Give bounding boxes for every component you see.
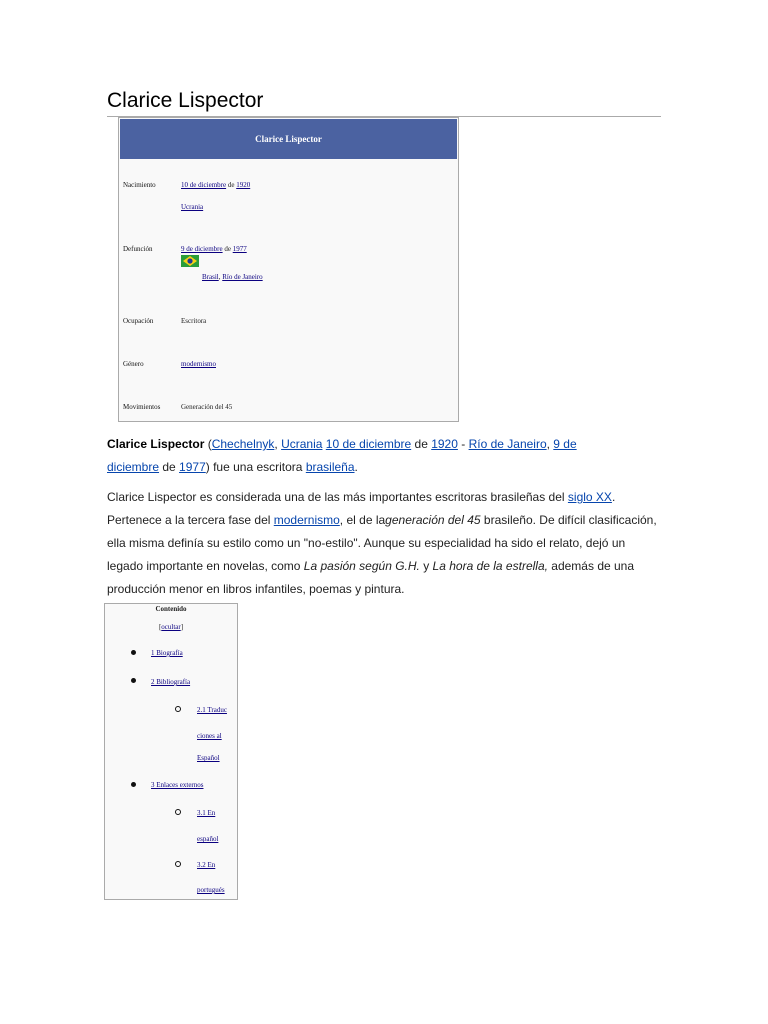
text: ,	[546, 437, 554, 451]
birth-place	[181, 203, 203, 211]
toc-hide-link[interactable]: ocultar	[161, 623, 181, 631]
toc-item-enlaces[interactable]: 3 Enlaces externos	[151, 781, 204, 789]
table-of-contents	[104, 603, 238, 900]
death-city-link[interactable]: Río de Janeiro	[222, 273, 263, 281]
toc-item-espanol-cont[interactable]: español	[197, 835, 219, 843]
text: [	[158, 623, 162, 631]
generacion-text: generación del 45	[385, 513, 481, 527]
death-date-link-cont[interactable]: diciembre	[107, 460, 160, 474]
text: de	[411, 437, 432, 451]
brazil-flag-icon	[181, 255, 199, 267]
brasilena-link[interactable]: brasileña	[305, 460, 355, 474]
toc-item-biografia[interactable]: 1 Biografía	[151, 649, 183, 657]
book-title: La pasión según G.H.	[303, 559, 420, 573]
death-country-link[interactable]: Brasil	[202, 273, 219, 281]
text: Pertenece a la tercera fase del	[107, 513, 274, 527]
lead-name: Clarice Lispector	[107, 437, 205, 451]
genre-label: Género	[123, 360, 144, 368]
toc-toggle	[105, 623, 237, 631]
death-year-link[interactable]: 1977	[232, 245, 247, 253]
death-date-link[interactable]: 9 de diciembre	[181, 245, 223, 253]
birth-de: de	[227, 181, 235, 189]
text: , el de la	[339, 513, 386, 527]
occupation-value: Escritora	[181, 317, 207, 325]
birth-year-link[interactable]: 1920	[236, 181, 251, 189]
text: legado importante en novelas, como	[107, 559, 304, 573]
death-year-link[interactable]: 1977	[179, 460, 206, 474]
siglo-xx-link[interactable]: siglo XX	[567, 490, 612, 504]
circle-bullet-icon	[175, 861, 181, 867]
toc-item-bibliografia[interactable]: 2 Bibliografía	[151, 678, 191, 686]
text: y	[419, 559, 433, 573]
death-label: Defunción	[123, 245, 153, 253]
movements-value: Generación del 45	[181, 403, 233, 411]
infobox	[118, 117, 459, 422]
text: (	[204, 437, 212, 451]
infobox-header: Clarice Lispector	[120, 119, 457, 159]
toc-item-traducciones[interactable]: 2.1 Traduc	[197, 706, 227, 714]
text: además de una	[547, 559, 635, 573]
text: ) fue una escritora	[205, 460, 306, 474]
toc-title: Contenido	[155, 605, 187, 613]
occupation-label: Ocupación	[123, 317, 154, 325]
flag-diamond	[183, 256, 197, 266]
birth-value	[181, 181, 250, 189]
text: brasileño. De difícil clasificación,	[480, 513, 657, 527]
movements-label: Movimientos	[123, 403, 161, 411]
toc-item-portugues[interactable]: 3.2 En	[197, 861, 216, 869]
birth-year-link[interactable]: 1920	[431, 437, 458, 451]
text: de	[159, 460, 180, 474]
birth-date-link[interactable]: 10 de diciembre	[325, 437, 412, 451]
birth-label: Nacimiento	[123, 181, 156, 189]
bullet-icon	[131, 782, 136, 787]
chechelnyk-link[interactable]: Chechelnyk	[211, 437, 275, 451]
death-de: de	[224, 245, 231, 253]
text: producción menor en libros infantiles, poemas y pintura.	[107, 582, 405, 596]
circle-bullet-icon	[175, 706, 181, 712]
text: .	[611, 490, 616, 504]
birth-date-link[interactable]: 10 de diciembre	[181, 181, 227, 189]
circle-bullet-icon	[175, 809, 181, 815]
text: ]	[180, 623, 184, 631]
bullet-icon	[131, 650, 136, 655]
genre-link[interactable]: modernismo	[181, 360, 216, 368]
bullet-icon	[131, 678, 136, 683]
text: Clarice Lispector es considerada una de las más importantes escritoras brasileñas del	[107, 490, 568, 504]
death-date-link[interactable]: 9 de	[553, 437, 577, 451]
death-value	[181, 245, 247, 253]
toc-item-portugues-cont[interactable]: portugués	[197, 886, 225, 894]
text: ,	[274, 437, 282, 451]
rio-link[interactable]: Río de Janeiro	[468, 437, 547, 451]
toc-item-espanol[interactable]: 3.1 En	[197, 809, 216, 817]
modernismo-link[interactable]: modernismo	[273, 513, 340, 527]
text: -	[457, 437, 469, 451]
birth-place-link[interactable]: Ucrania	[181, 203, 204, 211]
ucrania-link[interactable]: Ucrania	[281, 437, 323, 451]
toc-item-traducciones-cont2[interactable]: Español	[197, 754, 220, 762]
page-title: Clarice Lispector	[107, 86, 661, 117]
toc-item-traducciones-cont[interactable]: ciones al	[197, 732, 222, 740]
death-place: Brasil, Río de Janeiro	[202, 273, 263, 281]
book-title: La hora de la estrella,	[432, 559, 548, 573]
genre-value	[181, 360, 216, 368]
text: ella misma definía su estilo como un "no-estilo". Aunque su especialidad ha sido el relato, dejó un	[107, 536, 626, 550]
body-paragraph	[107, 486, 667, 601]
text: .	[354, 460, 358, 474]
lead-paragraph	[107, 433, 667, 479]
